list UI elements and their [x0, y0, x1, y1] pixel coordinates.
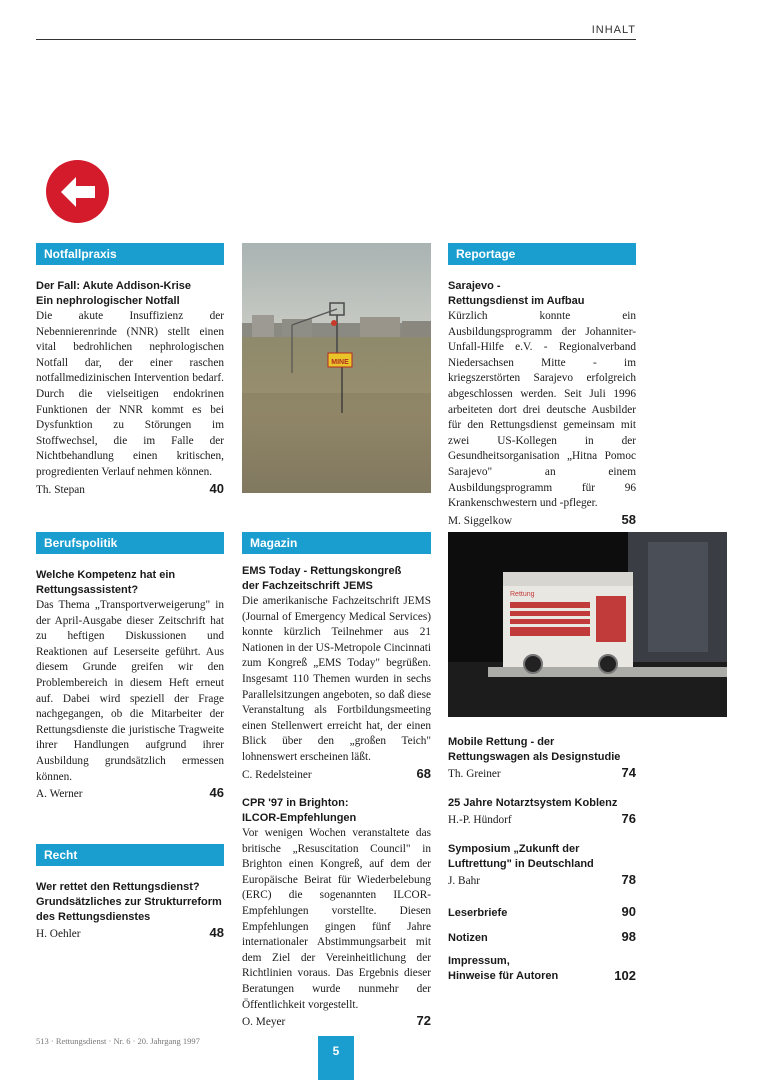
photo-ambulance-design	[448, 532, 727, 717]
article-page-number: 46	[209, 785, 224, 801]
toc-page-number: 74	[621, 765, 636, 780]
article-cpr-brighton[interactable]	[242, 796, 431, 1031]
article-title: Sarajevo - Rettungsdienst im Aufbau	[448, 280, 585, 307]
article-page-number: 72	[416, 1013, 431, 1029]
toc-page-number: 78	[621, 872, 636, 887]
toc-entry-notarztsystem-koblenz[interactable]	[448, 796, 636, 829]
article-ems-today[interactable]	[242, 564, 431, 783]
toc-title: Leserbriefe	[448, 907, 508, 919]
section-header-berufspolitik[interactable]: Berufspolitik	[36, 532, 224, 554]
article-author: M. Siggelkow	[448, 514, 513, 527]
article-author: C. Redelsteiner	[242, 768, 312, 781]
article-author: A. Werner	[36, 788, 83, 801]
toc-page-number: 76	[621, 811, 636, 826]
article-page-number: 68	[416, 765, 431, 781]
toc-entry-impressum[interactable]	[448, 954, 636, 984]
mine-sign-text: MINE	[331, 359, 349, 366]
article-page-number: 48	[209, 925, 224, 940]
article-title: EMS Today - Rettungskongreß der Fachzeitschrift JEMS	[242, 565, 402, 592]
article-title: Welche Kompetenz hat ein Rettungsassistent?	[36, 569, 176, 596]
article-recht[interactable]	[36, 880, 224, 943]
section-header-reportage[interactable]: Reportage	[448, 243, 636, 265]
toc-title: Symposium „Zukunft der Luftrettung" in Deutschland	[448, 843, 594, 870]
article-byline	[36, 785, 224, 803]
article-byline	[242, 1013, 431, 1031]
section-header-recht[interactable]: Recht	[36, 844, 224, 866]
toc-author: J. Bahr	[448, 875, 481, 887]
article-body: Das Thema „Transportverweigerung" in der April-Ausgabe dieser Zeitschrift hat zu heftigen Diskussionen und Reaktionen auf Leserseite geführt. Aus diesem Grunde greifen wir den Problembereich in diesem Heft erneut auf. Dabei wird speziell der Frage nachgegangen, ob die Mitarbeiter der Rettungsdienste die juristische Tragweite ihrer Handlungen aufgrund ihrer Ausbildung grundsätzlich ermessen können.	[36, 599, 224, 783]
footer-citation: 513 · Rettungsdienst · Nr. 6 · 20. Jahrgang 1997	[36, 1036, 200, 1046]
article-body: Vor wenigen Wochen veranstaltete das britische „Resuscitation Council" in Brighton einen Kongreß, auf dem der Europäische Beirat für Wiederbelebung (ERC) die sogenannten ILCOR-Empfehlungen vorstellte. Diesen Empfehlungen gingen fünf Jahre internationaler Abstimmungsarbeit mit dem Ziel der Vereinheitlichung der Richtlinien voraus. Das Ergebnis dieser Beratungen wurde nunmehr der Öffentlichkeit vorgestellt.	[242, 827, 431, 1011]
article-byline	[242, 766, 431, 784]
article-author: O. Meyer	[242, 1016, 286, 1029]
header-rule	[36, 39, 636, 40]
toc-author: Th. Greiner	[448, 768, 501, 780]
toc-page-number: 90	[621, 904, 636, 919]
toc-entry-luftrettung-symposium[interactable]	[448, 842, 636, 890]
toc-page-number: 98	[621, 929, 636, 944]
toc-entry-notizen[interactable]	[448, 929, 636, 946]
article-author: H. Oehler	[36, 928, 81, 940]
toc-entry-mobile-rettung[interactable]	[448, 735, 636, 783]
article-body: Die amerikanische Fachzeitschrift JEMS (Journal of Emergency Medical Services) konnte kürzlich Teilnehmer aus 21 Nationen in der US-Metropole Cincinnati zum Kongreß „EMS Today" begrüßen. Insgesamt 110 Themen wurden in sechs Parallelsitzungen angeboten, so daß diese Veranstaltung als Fortbildungsmeeting einen Stellenwert erreicht hat, der einen Blick über den „großen Teich" lohnenswert erscheinen läßt.	[242, 595, 431, 763]
article-body: Die akute Insuffizienz der Nebennierenrinde (NNR) stellt einen vital bedrohlichen nephrologischen Notfall dar, der einer raschen notfallmedizinischen Intervention bedarf. Durch die vielseitigen endokrinen Funktionen der NNR kommt es bei Dysfunktion zu Störungen im Stoffwechsel, die im Falle der Nichtbehandlung einen kritischen, progredienten Verlauf nehmen können.	[36, 310, 224, 478]
toc-page-number: 102	[614, 968, 636, 984]
back-button[interactable]	[46, 160, 109, 223]
toc-author: H.-P. Hündorf	[448, 814, 512, 826]
article-title: Der Fall: Akute Addison-Krise Ein nephrologischer Notfall	[36, 280, 192, 307]
toc-title: Impressum, Hinweise für Autoren	[448, 955, 559, 982]
article-title: CPR '97 in Brighton: ILCOR-Empfehlungen	[242, 797, 357, 824]
toc-entry-leserbriefe[interactable]	[448, 904, 636, 921]
arrow-left-icon	[58, 175, 98, 209]
article-byline	[36, 925, 224, 943]
article-notfallpraxis[interactable]	[36, 279, 224, 498]
article-byline	[36, 481, 224, 499]
photo-sarajevo-minefield	[242, 243, 431, 493]
running-header: INHALT	[591, 24, 636, 36]
toc-title: Mobile Rettung - der Rettungswagen als Designstudie	[448, 736, 621, 763]
article-page-number: 40	[209, 480, 224, 496]
article-page-number: 58	[621, 511, 636, 527]
article-berufspolitik[interactable]	[36, 568, 224, 803]
toc-title: 25 Jahre Notarztsystem Koblenz	[448, 797, 618, 809]
article-author: Th. Stepan	[36, 483, 85, 496]
article-title: Wer rettet den Rettungsdienst? Grundsätzliches zur Strukturreform des Rettungsdienstes	[36, 881, 222, 923]
article-body: Kürzlich konnte ein Ausbildungsprogramm der Johanniter-Unfall-Hilfe e.V. - Regionalverband Niedersachsen Mitte - im kriegszerstörten Sarajevo erfolgreich abgeschlossen werden. Seit Juli 1996 arbeiteten dort drei deutsche Ausbilder für den Rettungsdienst gemeinsam mit zwei US-Kollegen in der Gesundheitsorganisation „Hitna Pomoc Sarajevo" an einem Ausbildungsprogramm für 96 Krankenschwestern und -pfleger.	[448, 310, 636, 510]
page-number-box: 5	[318, 1036, 354, 1080]
article-byline	[448, 512, 636, 530]
article-reportage[interactable]	[448, 279, 636, 529]
section-header-magazin[interactable]: Magazin	[242, 532, 431, 554]
ambulance-lettering: Rettung	[510, 591, 535, 598]
toc-title: Notizen	[448, 932, 488, 944]
section-header-notfallpraxis[interactable]: Notfallpraxis	[36, 243, 224, 265]
